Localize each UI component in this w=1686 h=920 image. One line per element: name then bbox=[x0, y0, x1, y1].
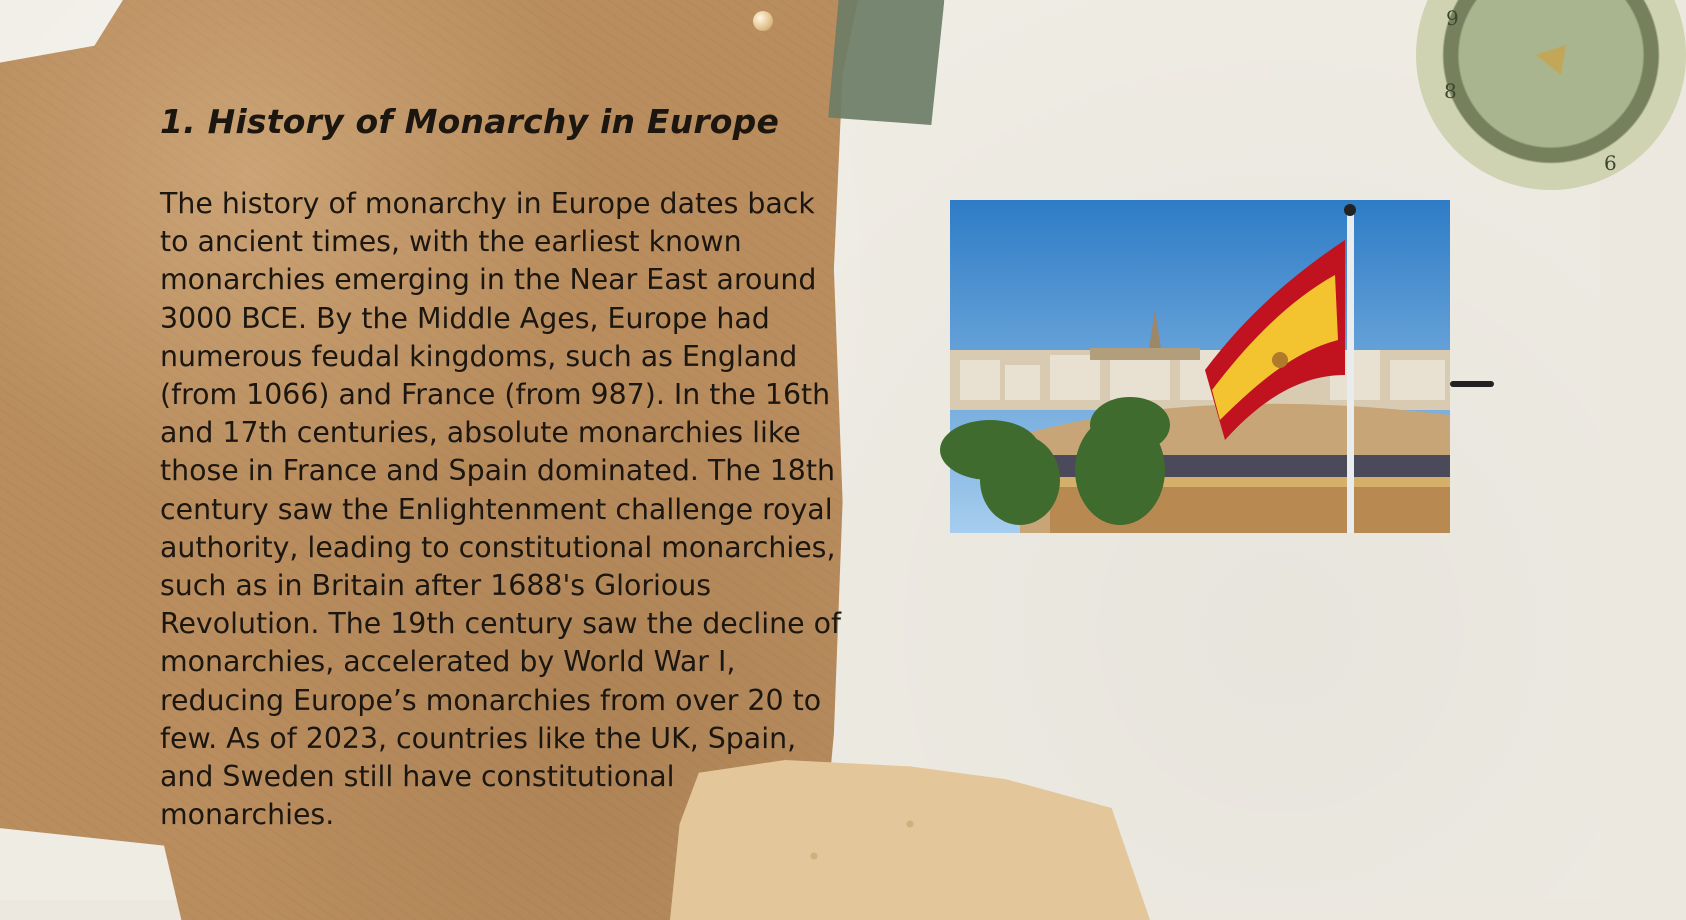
compass-numeral-6: 6 bbox=[1604, 151, 1617, 175]
green-tape bbox=[828, 0, 945, 125]
compass-numeral-8: 8 bbox=[1444, 79, 1457, 103]
compass-numeral-9: 9 bbox=[1446, 6, 1459, 30]
compass-dial bbox=[1416, 0, 1686, 190]
slide-heading: 1. History of Monarchy in Europe bbox=[160, 102, 780, 141]
photo-scene bbox=[950, 200, 1450, 533]
slide-body-text: The history of monarchy in Europe dates back to ancient times, with the earliest known monarchies emerging in the Near East around 3000 BCE. By the Middle Ages, Europe had numerous feudal kingdoms, such as England (from 1066) and France (from 987). In the 16th and 17th centuries, absolute monarchies like those in France and Spain dominated. The 18th century saw the Enlightenment challenge royal authority, leading to constitutional monarchies, such as in Britain after 1688's Glorious Revolution. The 19th century saw the decline of monarchies, accelerated by World War I, reducing Europe’s monarchies from over 20 to few. As of 2023, countries like the UK, Spain, and Sweden still have constitutional monarchies. bbox=[160, 187, 841, 832]
pin-icon bbox=[753, 11, 773, 31]
spain-flag-photo bbox=[950, 200, 1450, 533]
clip-mark bbox=[1450, 381, 1494, 387]
compass-icon bbox=[1416, 0, 1686, 190]
flagpole bbox=[1347, 210, 1354, 533]
